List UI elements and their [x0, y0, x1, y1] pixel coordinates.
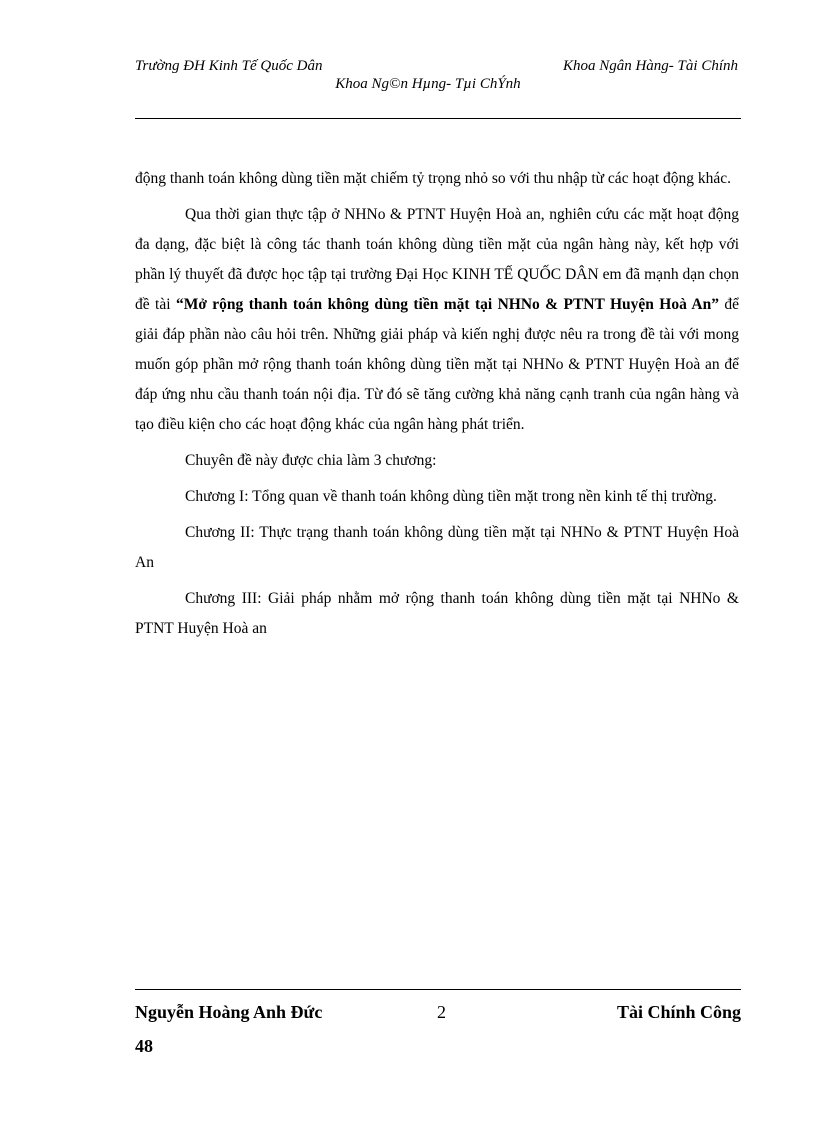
footer-page-number: 2 — [437, 1002, 446, 1022]
header-faculty-garbled: Khoa Ng©n Hµng- Tµi ChÝnh — [335, 76, 521, 92]
footer-rule — [135, 989, 741, 990]
paragraph-2-after: để giải đáp phần nào câu hỏi trên. Những giải pháp và kiến nghị được nêu ra trong đề tài với mong muốn góp phần mở rộng thanh toán không dùng tiền mặt tại NHNo & PTNT Huyện Hoà an để đáp ứng nhu cầu thanh toán nội địa. Từ đó sẽ tăng cường khả năng cạnh tranh của ngân hàng và tạo điều kiện cho các hoạt động khác của ngân hàng phát triển. — [135, 296, 739, 433]
paragraph-1: động thanh toán không dùng tiền mặt chiếm tỷ trọng nhỏ so với thu nhập từ các hoạt động khác. — [135, 170, 732, 187]
footer — [135, 1002, 741, 1028]
paragraph-2 — [135, 200, 739, 440]
chapter-3: Chương III: Giải pháp nhằm mở rộng thanh toán không dùng tiền mặt tại NHNo & PTNT Huyện Hoà an — [135, 590, 739, 637]
header-rule — [135, 118, 741, 119]
paragraph-2-before: Qua thời gian thực tập ở NHNo & PTNT Huyện Hoà an, nghiên cứu các mặt hoạt động đa dạng, đặc biệt là công tác thanh toán không dùng tiền mặt của ngân hàng này, kết hợp với phần lý thuyết đã được học tập tại trường Đại Học KINH TẾ QUỐC DÂN em đã mạnh dạn chọn đề tài — [135, 206, 739, 313]
paragraph-3: Chuyên đề này được chia làm 3 chương: — [185, 452, 437, 469]
thesis-title: “Mở rộng thanh toán không dùng tiền mặt tại NHNo & PTNT Huyện Hoà An” — [175, 296, 719, 313]
chapter-1: Chương I: Tổng quan về thanh toán không dùng tiền mặt trong nền kinh tế thị trường. — [185, 488, 717, 505]
footer-author: Nguyễn Hoàng Anh Đức — [135, 1002, 323, 1022]
footer-department: Tài Chính Công — [616, 1002, 741, 1022]
footer-extra-number: 48 — [135, 1036, 153, 1056]
body-text — [135, 164, 739, 650]
header-faculty-name: Khoa Ngân Hàng- Tài Chính — [562, 58, 738, 74]
chapter-2: Chương II: Thực trạng thanh toán không dùng tiền mặt tại NHNo & PTNT Huyện Hoà An — [135, 524, 739, 571]
header-school-name: Trường ĐH Kinh Tế Quốc Dân — [135, 58, 323, 74]
